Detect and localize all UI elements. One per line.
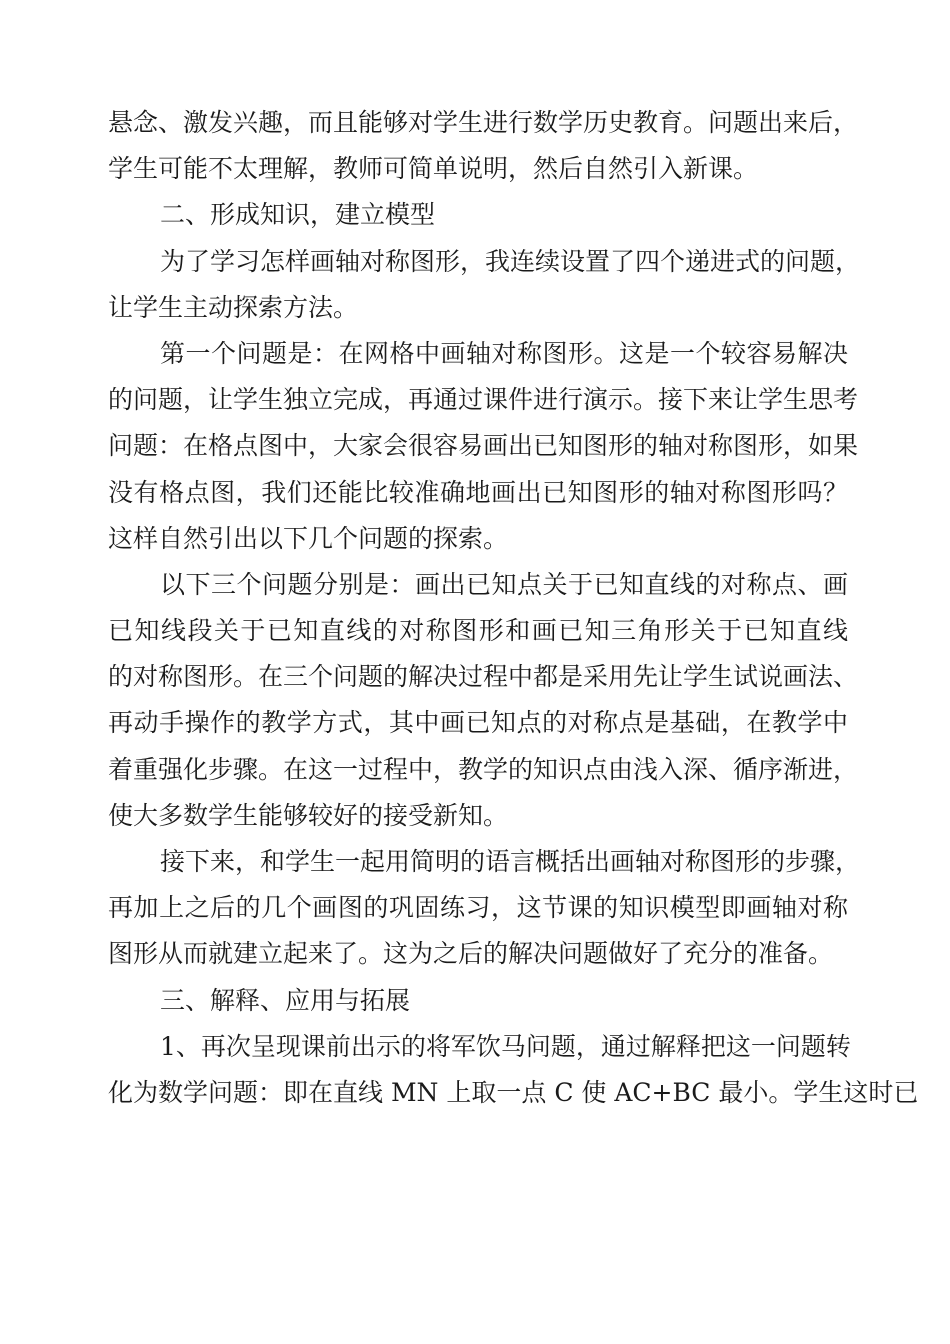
- text-line: 的问题，让学生独立完成，再通过课件进行演示。接下来让学生思考: [108, 385, 859, 415]
- text-line: 以下三个问题分别是：画出已知点关于已知直线的对称点、画: [160, 569, 848, 599]
- text-line: 着重强化步骤。在这一过程中，教学的知识点由浅入深、循序渐进，: [108, 754, 859, 784]
- body-text: [108, 100, 919, 1116]
- text-line: 再加上之后的几个画图的巩固练习，这节课的知识模型即画轴对称: [108, 893, 848, 923]
- text-line: 图形从而就建立起来了。这为之后的解决问题做好了充分的准备。: [108, 939, 834, 969]
- text-line: 二、形成知识，建立模型: [160, 200, 436, 230]
- text-line: 1、再次呈现课前出示的将军饮马问题，通过解释把这一问题转: [160, 1031, 851, 1061]
- text-line: 让学生主动探索方法。: [108, 292, 359, 322]
- text-line: 没有格点图，我们还能比较准确地画出已知图形的轴对称图形吗？: [108, 477, 848, 507]
- text-line: 为了学习怎样画轴对称图形，我连续设置了四个递进式的问题，: [160, 246, 861, 276]
- text-line: 已知线段关于已知直线的对称图形和画已知三角形关于已知直线: [108, 616, 848, 646]
- text-line: 学生可能不太理解，教师可简单说明，然后自然引入新课。: [108, 154, 759, 184]
- text-line: 三、解释、应用与拓展: [160, 985, 411, 1015]
- text-line: 这样自然引出以下几个问题的探索。: [108, 523, 509, 553]
- text-line: 使大多数学生能够较好的接受新知。: [108, 800, 509, 830]
- text-line: 第一个问题是：在网格中画轴对称图形。这是一个较容易解决: [160, 338, 848, 368]
- text-line: 的对称图形。在三个问题的解决过程中都是采用先让学生试说画法、: [108, 662, 859, 692]
- text-line: 化为数学问题：即在直线 MN 上取一点 C 使 AC+BC 最小。学生这时已: [108, 1077, 919, 1107]
- text-line: 再动手操作的教学方式，其中画已知点的对称点是基础，在教学中: [108, 708, 848, 738]
- text-line: 问题：在格点图中，大家会很容易画出已知图形的轴对称图形，如果: [108, 431, 859, 461]
- text-line: 接下来，和学生一起用简明的语言概括出画轴对称图形的步骤，: [160, 847, 861, 876]
- text-line: 悬念、激发兴趣，而且能够对学生进行数学历史教育。问题出来后，: [108, 108, 859, 137]
